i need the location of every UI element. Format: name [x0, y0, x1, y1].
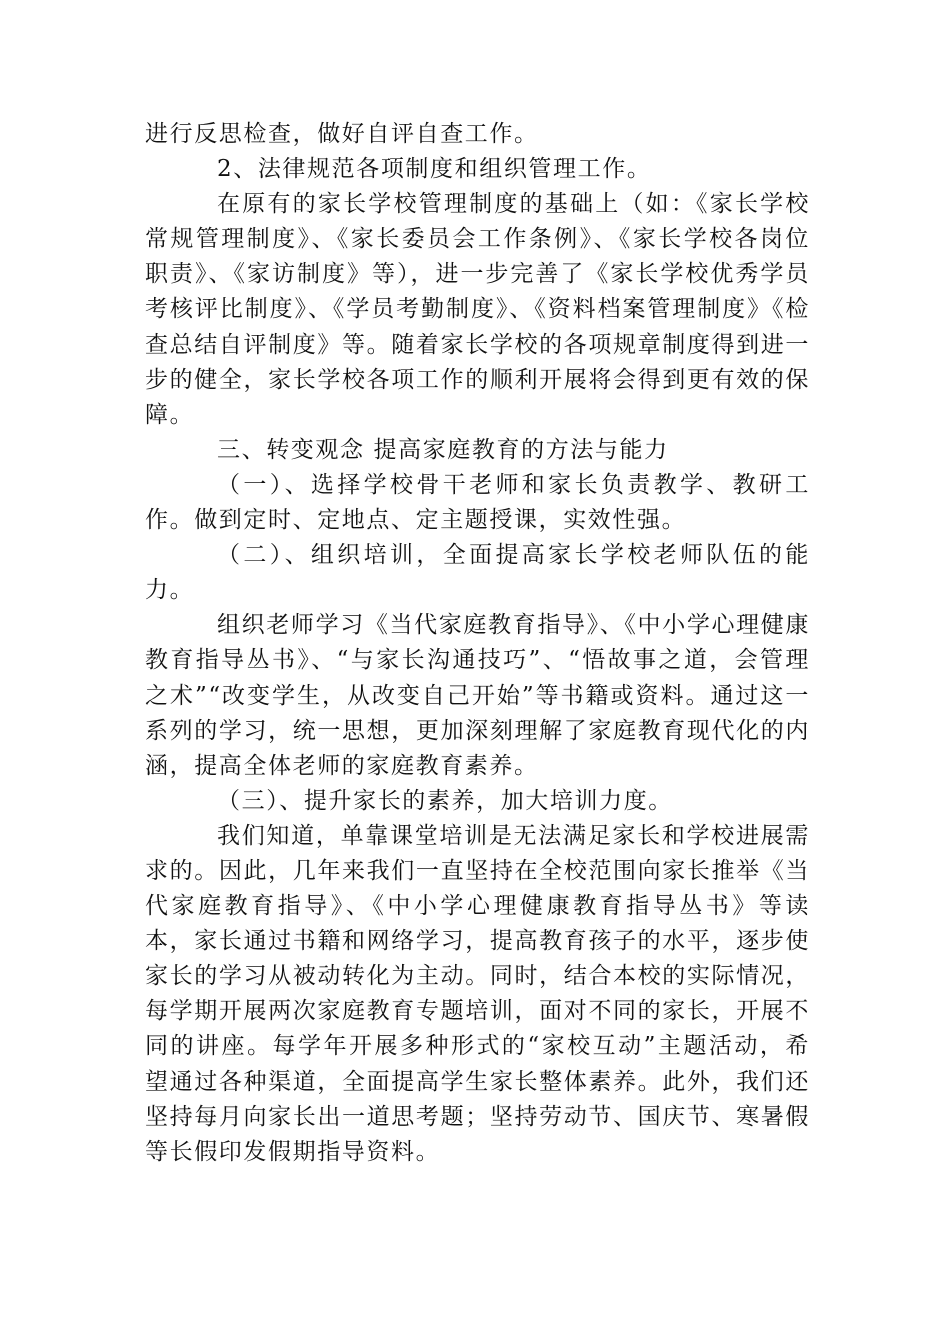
section-heading-2: 2、法律规范各项制度和组织管理工作。 — [217, 156, 652, 183]
document-body — [145, 117, 810, 1170]
subsection-2: （二）、组织培训，全面提高家长学校老师队伍的能力。 — [145, 542, 810, 604]
subsection-3: （三）、提升家长的素养，加大培训力度。 — [217, 787, 673, 814]
paragraph-parent-training: 我们知道，单靠课堂培训是无法满足家长和学校进展需求的。因此，几年来我们一直坚持在全校范围向家长推举《当代家庭教育指导》、《中小学心理健康教育指导丛书》等读本，家长通过书籍和网络学习，提高教育孩子的水平，逐步使家长的学习从被动转化为主动。同时，结合本校的实际情况，每学期开展两次家庭教育专题培训，面对不同的家长，开展不同的讲座。每学年开展多种形式的“家校互动”主题活动，希望通过各种渠道，全面提高学生家长整体素养。此外，我们还坚持每月向家长出一道思考题；坚持劳动节、国庆节、寒暑假等长假印发假期指导资料。 — [145, 822, 810, 1165]
paragraph-teacher-training: 组织老师学习《当代家庭教育指导》、《中小学心理健康教育指导丛书》、“与家长沟通技巧”、“悟故事之道，会管理之术”“改变学生，从改变自己开始”等书籍或资料。通过这一系列的学习，统一思想，更加深刻理解了家庭教育现代化的内涵，提高全体老师的家庭教育素养。 — [145, 612, 810, 779]
section-heading-3: 三、转变观念 提高家庭教育的方法与能力 — [217, 436, 669, 463]
paragraph-regulations: 在原有的家长学校管理制度的基础上（如：《家长学校常规管理制度》、《家长委员会工作条例》、《家长学校各岗位职责》、《家访制度》等），进一步完善了《家长学校优秀学员考核评比制度》、《学员考勤制度》、《资料档案管理制度》《检查总结自评制度》等。随着家长学校的各项规章制度得到进一步的健全，家长学校各项工作的顺利开展将会得到更有效的保障。 — [145, 191, 810, 428]
subsection-1: （一）、选择学校骨干老师和家长负责教学、教研工作。做到定时、定地点、定主题授课，实效性强。 — [145, 471, 810, 534]
paragraph-continuation: 进行反思检查，做好自评自查工作。 — [145, 121, 539, 147]
